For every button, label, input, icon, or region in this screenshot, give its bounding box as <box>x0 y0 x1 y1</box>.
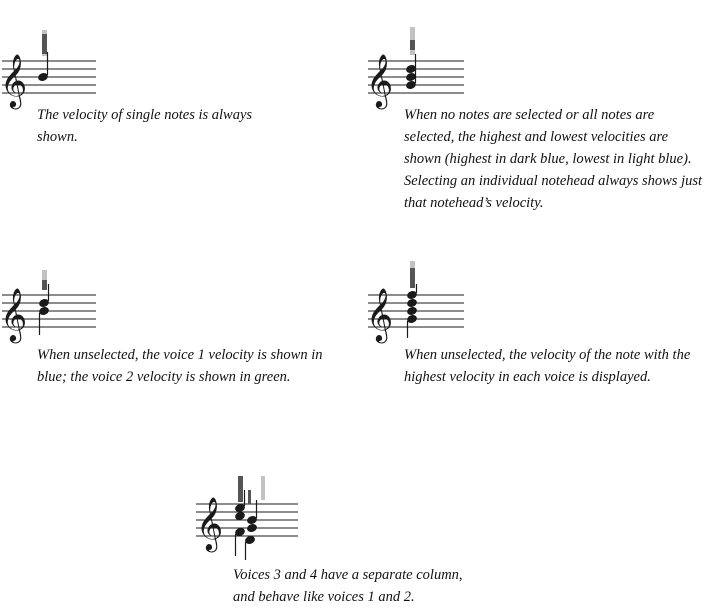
notehead-upper <box>406 298 418 309</box>
velocity-bar-voice2 <box>42 270 47 280</box>
figure-single-note <box>0 24 100 107</box>
velocity-bar-voice2 <box>248 490 251 504</box>
caption-highest-per-voice: When unselected, the velocity of the note with the highest velocity in each voice is displayed. <box>404 347 691 385</box>
caption-two-voices: When unselected, the voice 1 velocity is shown in blue; the voice 2 velocity is shown in green. <box>37 347 323 385</box>
treble-clef-icon: 𝄞 <box>196 496 224 550</box>
figure-chord-range <box>366 24 476 107</box>
caption-four-voices: Voices 3 and 4 have a separate column, and behave like voices 1 and 2. <box>233 567 463 605</box>
figure-two-voices <box>0 258 100 341</box>
staff-single-note <box>0 24 100 107</box>
staff-chord-range <box>366 24 476 107</box>
notehead-v3-b <box>246 523 258 534</box>
velocity-bar-voice1 <box>238 476 243 502</box>
treble-clef-icon: 𝄞 <box>0 53 28 107</box>
velocity-bar-fill <box>42 34 47 54</box>
staff-highest-per-voice <box>366 258 476 341</box>
velocity-bar-voice3 <box>261 476 265 500</box>
staff-two-voices <box>0 258 100 341</box>
staff-four-voices <box>194 470 304 562</box>
treble-clef-icon: 𝄞 <box>366 53 394 107</box>
treble-clef-icon: 𝄞 <box>366 287 394 341</box>
treble-clef-icon: 𝄞 <box>0 287 28 341</box>
notehead-lower <box>406 306 418 317</box>
caption-chord-range: When no notes are selected or all notes are selected, the highest and lowest velocities are shown (highest in dark blue, lowest in light blue). Selecting an individual notehead always shows just that notehead’s velocity. <box>404 107 703 211</box>
figure-highest-per-voice <box>366 258 476 341</box>
figure-four-voices <box>194 470 304 562</box>
velocity-bar-voice1 <box>42 280 47 290</box>
caption-single-note: The velocity of single notes is always shown. <box>37 107 253 145</box>
velocity-bar-dark <box>410 268 415 288</box>
velocity-bar-dark <box>410 40 415 50</box>
